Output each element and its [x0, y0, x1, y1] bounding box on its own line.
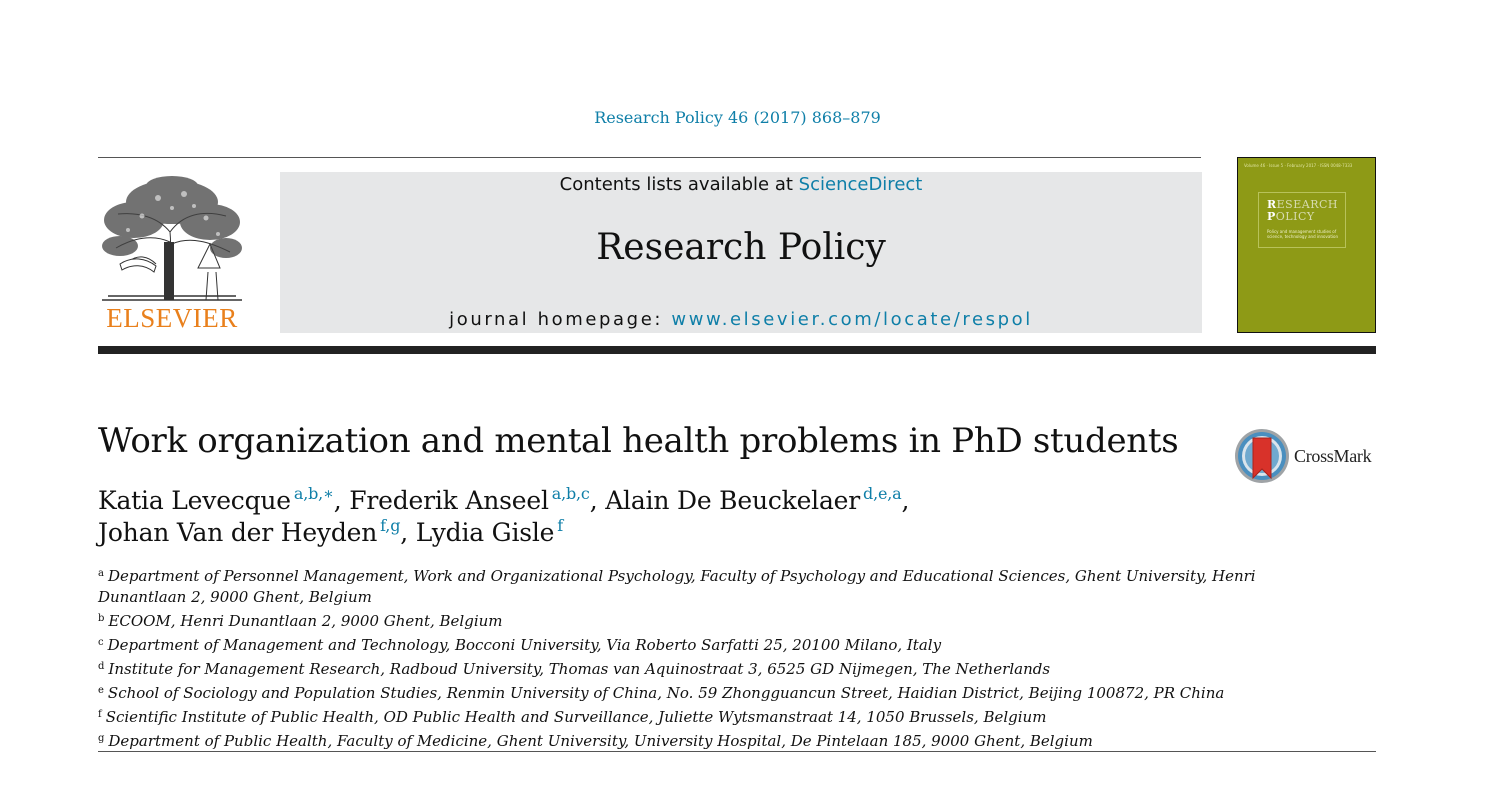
affiliations-list — [98, 563, 1256, 752]
journal-banner — [280, 172, 1202, 333]
affiliation-item: $^f$ Scientific Institute of Public Health, OD Public Health and Surveillance, Juliette Wytsmanstraat 14, 1050 Brussels, Belgium — [98, 708, 1047, 726]
author-affiliation-link[interactable]: a,b,∗ — [293, 484, 334, 503]
elsevier-tree-icon — [98, 172, 246, 304]
affiliation-item: $^a$ Department of Personnel Management, Work and Organizational Psychology, Faculty of Psychology and Educational Sciences, Ghent University, Henri — [98, 567, 1256, 585]
header-top-rule — [98, 157, 1201, 158]
elsevier-wordmark: ELSEVIER — [106, 303, 238, 333]
cover-title: RESEARCH POLICY — [1267, 198, 1338, 223]
author-affiliation-link[interactable]: d,e,a — [863, 484, 902, 503]
author-name: Johan Van der Heyden — [98, 518, 378, 547]
journal-homepage-line — [280, 309, 1202, 330]
author-affiliation-link[interactable]: f — [557, 516, 564, 535]
journal-homepage-link[interactable]: www.elsevier.com/locate/respol — [671, 309, 1033, 330]
contents-availability-line — [280, 174, 1202, 195]
affiliation-item: $^c$ Department of Management and Technology, Bocconi University, Via Roberto Sarfatti 25, 20100 Milano, Italy — [98, 636, 942, 654]
crossmark-icon — [1234, 428, 1290, 484]
author-name: Lydia Gisle — [415, 518, 555, 547]
journal-name: Research Policy — [596, 227, 886, 268]
authors-line-2: Johan Van der Heyden $^{f,g}$, Lydia Gisle $^f$ — [98, 516, 564, 547]
affiliation-item: $^g$ Department of Public Health, Faculty of Medicine, Ghent University, University Hospital, De Pintelaan 185, 9000 Ghent, Belgium — [98, 732, 1093, 750]
homepage-prefix: journal homepage: — [449, 309, 672, 330]
affiliations-bottom-rule — [98, 751, 1376, 752]
author-name: Frederik Anseel — [349, 486, 549, 515]
cover-issue-line: Volume 46 · Issue 5 · February 2017 · ISSN 0048-7333 — [1244, 163, 1353, 168]
author-affiliation-link[interactable]: f,g — [380, 516, 401, 535]
authors-line-1: Katia Levecque $^{a,b,∗}$, Frederik Anseel $^{a,b,c}$, Alain De Beuckelaer $^{d,e,a}$, — [98, 484, 910, 515]
affiliation-item: $^b$ ECOOM, Henri Dunantlaan 2, 9000 Ghent, Belgium — [98, 612, 503, 630]
crossmark-label: CrossMark — [1294, 446, 1372, 466]
author-name: Alain De Beuckelaer — [605, 486, 861, 515]
contents-prefix: Contents lists available at — [559, 174, 799, 195]
header-thick-rule — [98, 346, 1376, 354]
author-name: Katia Levecque — [98, 486, 291, 515]
journal-citation-link[interactable]: Research Policy 46 (2017) 868–879 — [594, 108, 881, 127]
journal-cover-thumbnail[interactable] — [1237, 157, 1376, 333]
elsevier-logo[interactable] — [98, 172, 246, 334]
affiliation-item: $^d$ Institute for Management Research, Radboud University, Thomas van Aquinostraat 3, 6525 GD Nijmegen, The Netherlands — [98, 660, 1051, 678]
cover-title-box — [1258, 192, 1346, 248]
crossmark-button[interactable] — [1234, 428, 1379, 484]
author-affiliation-link[interactable]: a,b,c — [551, 484, 590, 503]
affiliation-item: Dunantlaan 2, 9000 Ghent, Belgium — [98, 588, 372, 606]
cover-subtitle: Policy and management studies of science, technology and innovation — [1267, 229, 1338, 239]
sciencedirect-link[interactable]: ScienceDirect — [798, 174, 923, 195]
affiliation-item: $^e$ School of Sociology and Population Studies, Renmin University of China, No. 59 Zhongguancun Street, Haidian District, Beijing 100872, PR China — [98, 684, 1225, 702]
article-title: Work organization and mental health problems in PhD students — [98, 421, 1179, 461]
